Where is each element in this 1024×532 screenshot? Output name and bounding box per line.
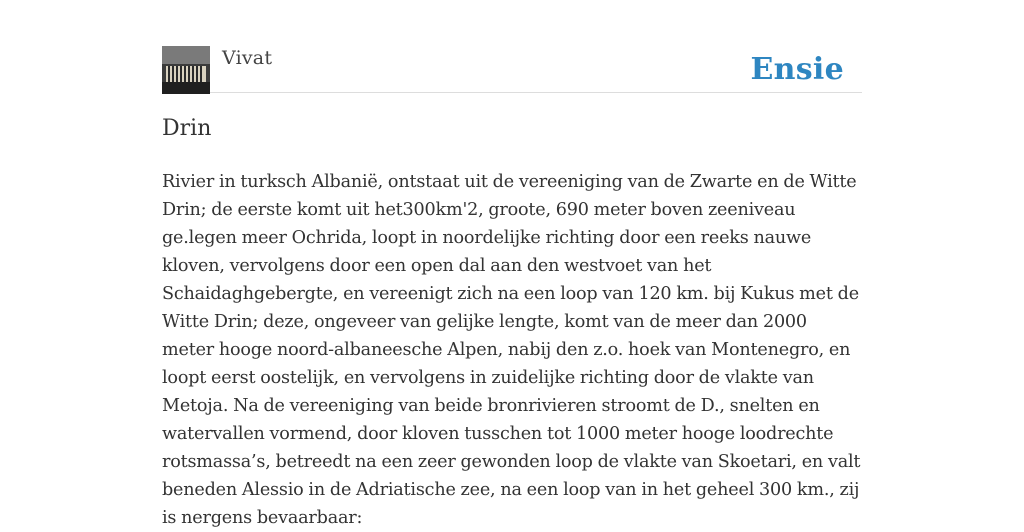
author-name[interactable]: Vivat <box>222 47 273 69</box>
page-title: Drin <box>162 116 212 141</box>
page <box>162 0 862 528</box>
article-body: Rivier in turksch Albanië, ontstaat uit de vereeniging van de Zwarte en de Witte Drin; de eerste komt uit het300km'2, groote, 690 meter boven zeeniveau ge.legen meer Ochrida, loopt in noordelijke richting door een reeks nauwe kloven, vervolgens door een open dal aan den westvoet van het Schaidaghgebergte, en vereenigt zich na een loop van 120 km. bij Kukus met de Witte Drin; deze, ongeveer van gelijke lengte, komt van de meer dan 2000 meter hooge noord-albaneesche Alpen, nabij den z.o. hoek van Montenegro, en loopt eerst oostelijk, en vervolgens in zuidelijke richting door de vlakte van Metoja. Na de vereeniging van beide bronrivieren stroomt de D., snelten en watervallen vormend, door kloven tusschen tot 1000 meter hooge loodrechte rotsmassa’s, betreedt na een zeer gewonden loop de vlakte van Skoetari, en valt beneden Alessio in de Adriatische zee, na een loop van in het geheel 300 km., zij is nergens bevaarbaar: <box>162 172 861 528</box>
brand-logo[interactable]: Ensie <box>750 52 844 87</box>
header <box>162 46 862 93</box>
avatar-photo-icon <box>162 46 210 94</box>
avatar[interactable] <box>162 46 210 94</box>
